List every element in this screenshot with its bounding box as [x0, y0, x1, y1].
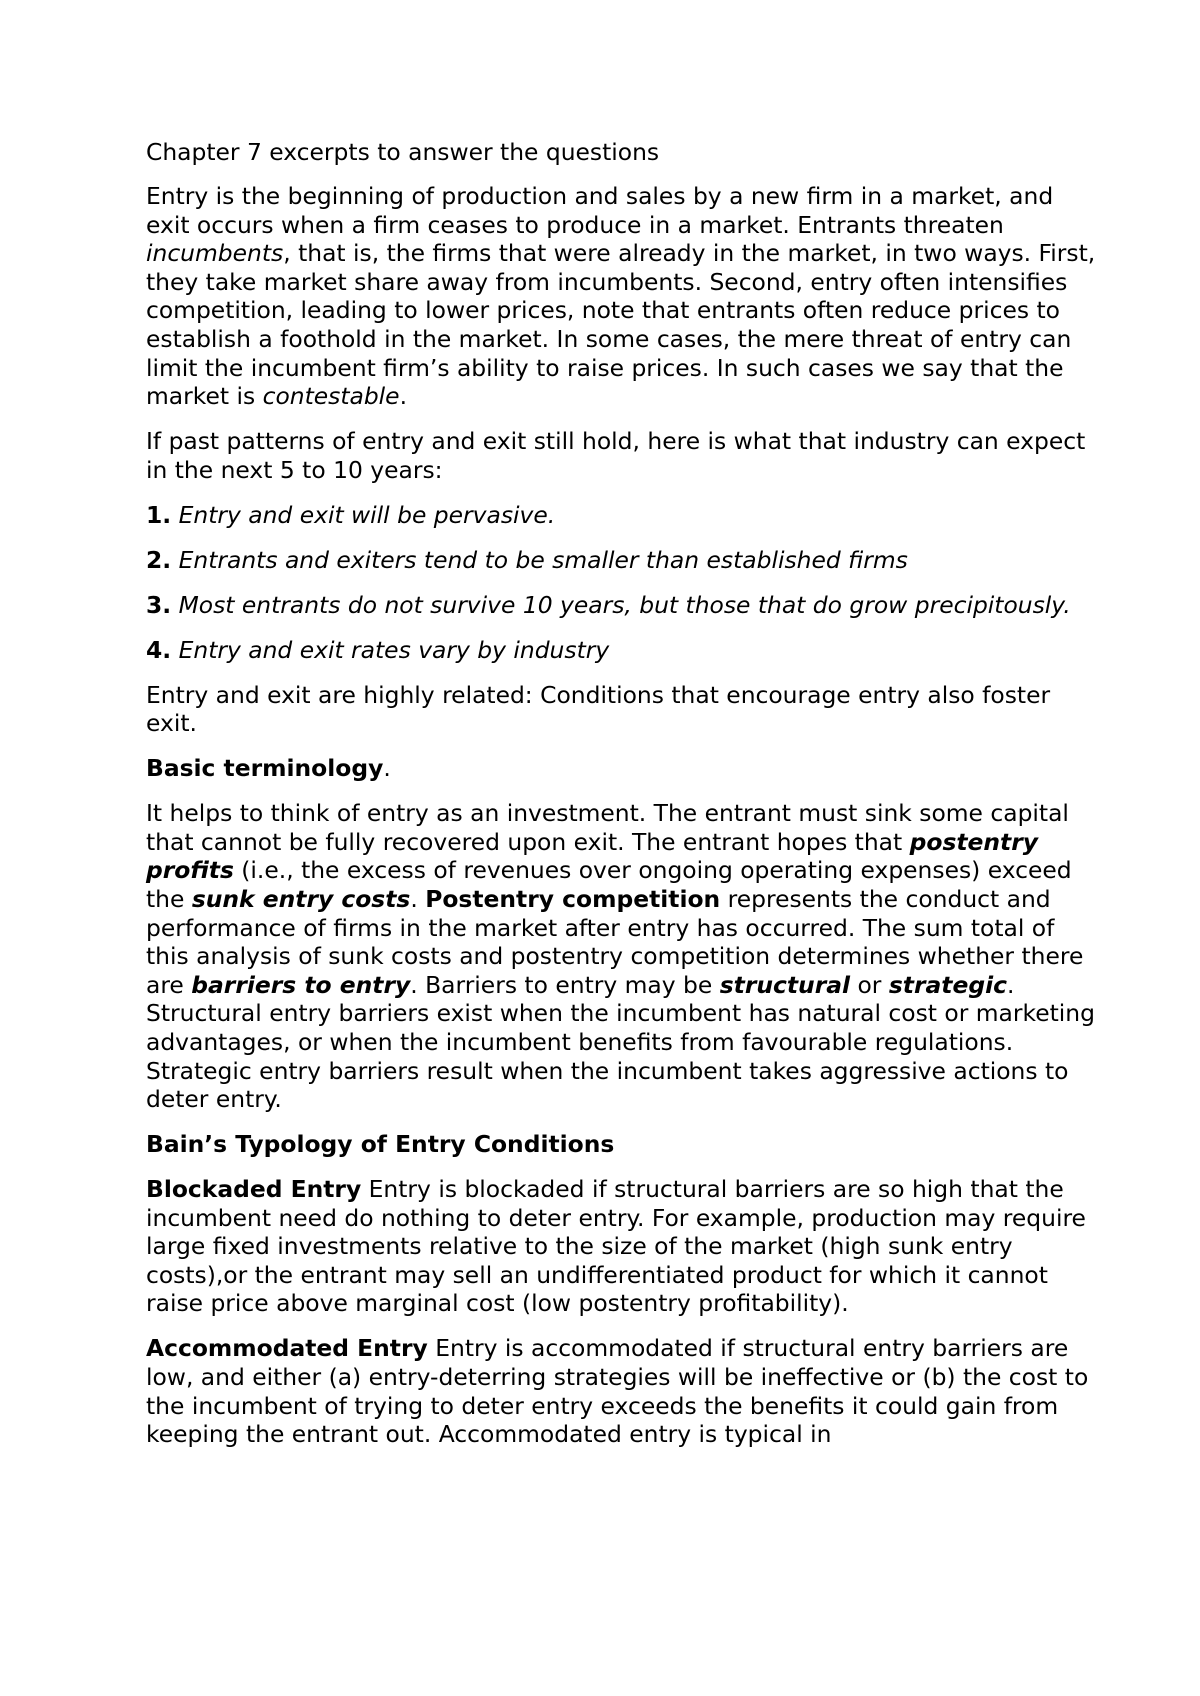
bold-term: Postentry competition [425, 884, 721, 913]
document-title: Chapter 7 excerpts to answer the questions [146, 138, 660, 166]
heading-bain-typology [146, 1130, 1096, 1159]
bold-italic-term: barriers to entry [191, 970, 411, 999]
heading-dot: . [383, 754, 391, 783]
text-run: Entry is the beginning of production and sales by a new firm in a market, and exit occurs when a firm ceases to produce in a market. Entrants threaten [146, 181, 1054, 239]
list-item [146, 546, 1096, 575]
bold-term: Blockaded Entry [146, 1175, 362, 1204]
list-item [146, 636, 1096, 665]
list-text: Entry and exit rates vary by industry [171, 635, 610, 664]
paragraph-blockaded-entry [146, 1175, 1096, 1318]
paragraph-terminology [146, 799, 1096, 1114]
list-text: Entrants and exiters tend to be smaller than established firms [171, 545, 908, 574]
text-run: , that is, the firms that were already in the market, in two ways. First, they take market share away from incumbents. Second, entry often intensifies competition, leading to lower prices, note that entrants often reduce prices to establish a foothold in the market. In some cases, the mere threat of entry can limit the incumbent firm’s ability to raise prices. In such cases we say that the market is [146, 239, 1096, 411]
text-run: . [410, 884, 426, 913]
list-item [146, 591, 1096, 620]
list-number: 2. [146, 545, 172, 574]
text-run: . Barriers to entry may be [410, 970, 720, 999]
bold-italic-term: postentry profits [146, 827, 1039, 885]
list-text: Most entrants do not survive 10 years, but those that do grow precipitously. [171, 590, 1071, 619]
paragraph-accommodated-entry [146, 1334, 1096, 1448]
list-number: 1. [146, 500, 172, 529]
text-run: Entry is accommodated if structural entry barriers are low, and either (a) entry-deterring strategies will be ineffective or (b) the cost to the incumbent of trying to deter entry exceeds the benefits it could gain from keeping the entrant out. Accommodated entry is typical in [146, 1334, 1089, 1449]
italic-term-contestable: contestable [262, 382, 400, 411]
bold-italic-term: strategic [888, 970, 1007, 999]
list-text: Entry and exit will be pervasive. [171, 500, 556, 529]
bold-italic-term: sunk entry costs [191, 884, 411, 913]
heading-text: Bain’s Typology of Entry Conditions [146, 1130, 615, 1159]
heading-basic-terminology [146, 754, 1096, 783]
paragraph-patterns: If past patterns of entry and exit still hold, here is what that industry can expect in the next 5 to 10 years: [146, 427, 1086, 484]
text-run: or [850, 970, 889, 999]
heading-text: Basic terminology [146, 754, 384, 783]
list-number: 4. [146, 635, 172, 664]
text-run: represents the conduct and performance of firms in the market after entry has occurred. The sum total of this analysis of sunk costs and postentry competition determines whether there are [146, 884, 1084, 999]
paragraph-entry-exit [146, 182, 1096, 411]
text-run: . Structural entry barriers exist when the incumbent has natural cost or marketing advantages, or when the incumbent benefits from favourable regulations. Strategic entry barriers result when the incumbent takes aggressive actions to deter entry. [146, 970, 1095, 1114]
list-number: 3. [146, 590, 172, 619]
text-run: It helps to think of entry as an investment. The entrant must sink some capital that cannot be fully recovered upon exit. The entrant hopes that [146, 799, 1069, 856]
italic-term-incumbents: incumbents [146, 239, 284, 268]
paragraph-related: Entry and exit are highly related: Conditions that encourage entry also foster exit. [146, 680, 1051, 738]
text-run: Entry is blockaded if structural barriers are so high that the incumbent need do nothing to deter entry. For example, production may require large fixed investments relative to the size of the market (high sunk entry costs),or the entrant may sell an undifferentiated product for which it cannot raise price above marginal cost (low postentry profitability). [146, 1175, 1086, 1318]
text-run: . [399, 382, 408, 411]
text-run: (i.e., the excess of revenues over ongoing operating expenses) exceed the [146, 856, 1072, 913]
bold-italic-term: structural [719, 970, 851, 999]
list-item [146, 501, 1096, 530]
document-body [146, 138, 1096, 1465]
bold-term: Accommodated Entry [146, 1334, 428, 1363]
